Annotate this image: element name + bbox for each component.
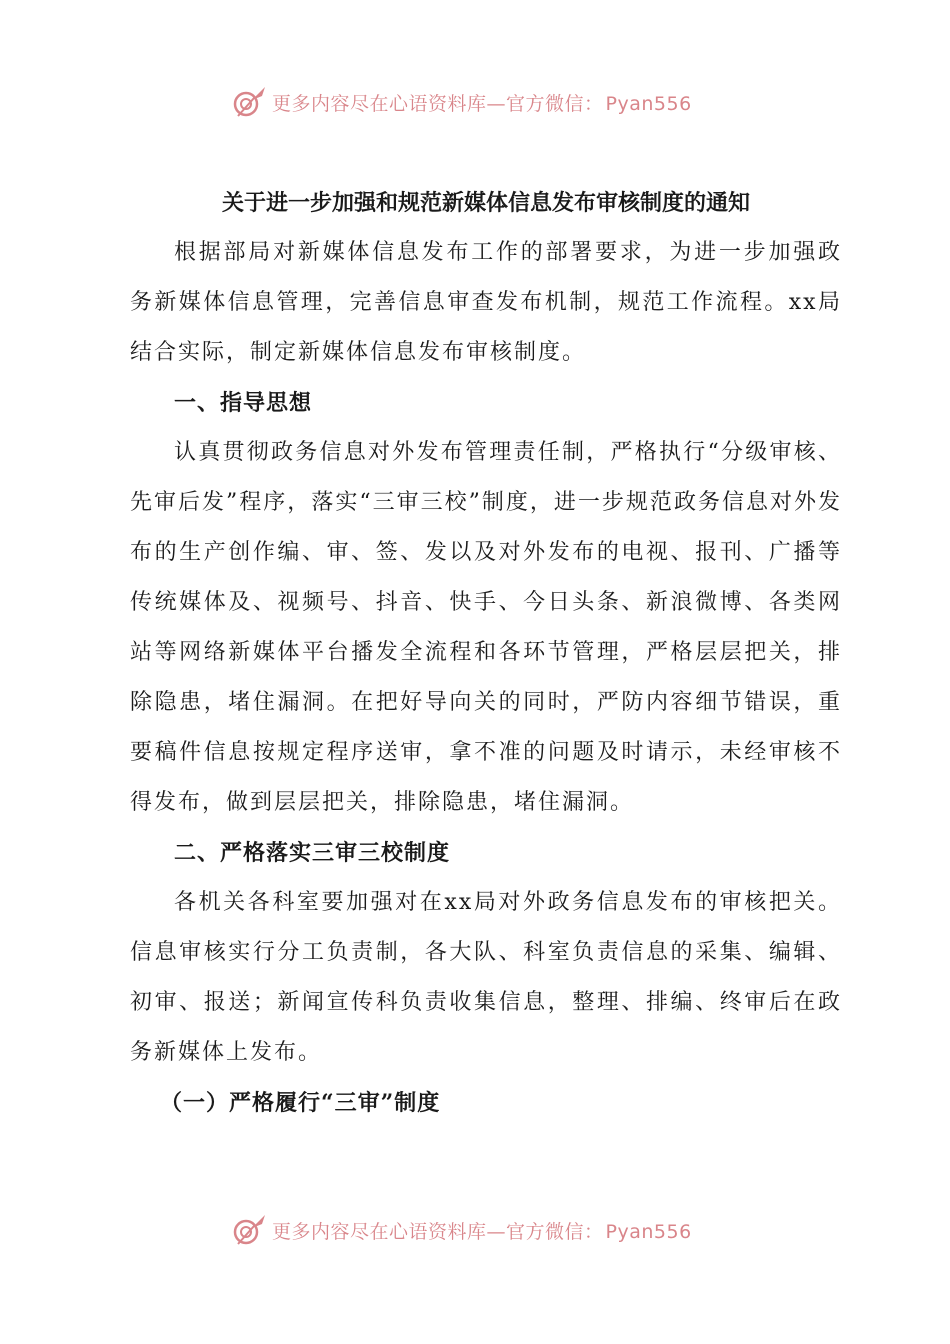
watermark-id: Pyan556 (605, 92, 692, 115)
intro-paragraph: 根据部局对新媒体信息发布工作的部署要求，为进一步加强政务新媒体信息管理，完善信息审查发布机制，规范工作流程。xx局结合实际，制定新媒体信息发布审核制度。 (130, 240, 842, 365)
watermark-label: 更多内容尽在心语资料库—官方微信： (272, 1220, 604, 1243)
watermark-label: 更多内容尽在心语资料库—官方微信： (272, 92, 604, 115)
watermark-id: Pyan556 (605, 1220, 692, 1243)
section-2-paragraph: 各机关各科室要加强对在xx局对外政务信息发布的审核把关。信息审核实行分工负责制，各大队、科室负责信息的采集、编辑、初审、报送；新闻宣传科负责收集信息，整理、排编、终审后在政务新媒体上发布。 (130, 890, 842, 1065)
document-title: 关于进一步加强和规范新媒体信息发布审核制度的通知 (221, 190, 750, 216)
quill-logo-icon (232, 84, 268, 120)
section-1-heading: 一、指导思想 (174, 390, 313, 416)
section-1-paragraph: 认真贯彻政务信息对外发布管理责任制，严格执行“分级审核、先审后发”程序，落实“三审三校”制度，进一步规范政务信息对外发布的生产创作编、审、签、发以及对外发布的电视、报刊、广播等传统媒体及、视频号、抖音、快手、今日头条、新浪微博、各类网站等网络新媒体平台播发全流程和各环节管理，严格层层把关，排除隐患，堵住漏洞。在把好导向关的同时，严防内容细节错误，重要稿件信息按规定程序送审，拿不准的问题及时请示，未经审核不得发布，做到层层把关，排除隐患，堵住漏洞。 (130, 440, 842, 815)
watermark-header (232, 82, 692, 122)
section-2-heading: 二、严格落实三审三校制度 (174, 840, 451, 866)
subsection-1-heading: （一）严格履行“三审”制度 (160, 1090, 441, 1116)
watermark-footer (232, 1210, 692, 1250)
quill-logo-icon (232, 1212, 268, 1248)
document-body (130, 186, 842, 1128)
watermark-text (272, 89, 692, 116)
watermark-text (272, 1217, 692, 1244)
